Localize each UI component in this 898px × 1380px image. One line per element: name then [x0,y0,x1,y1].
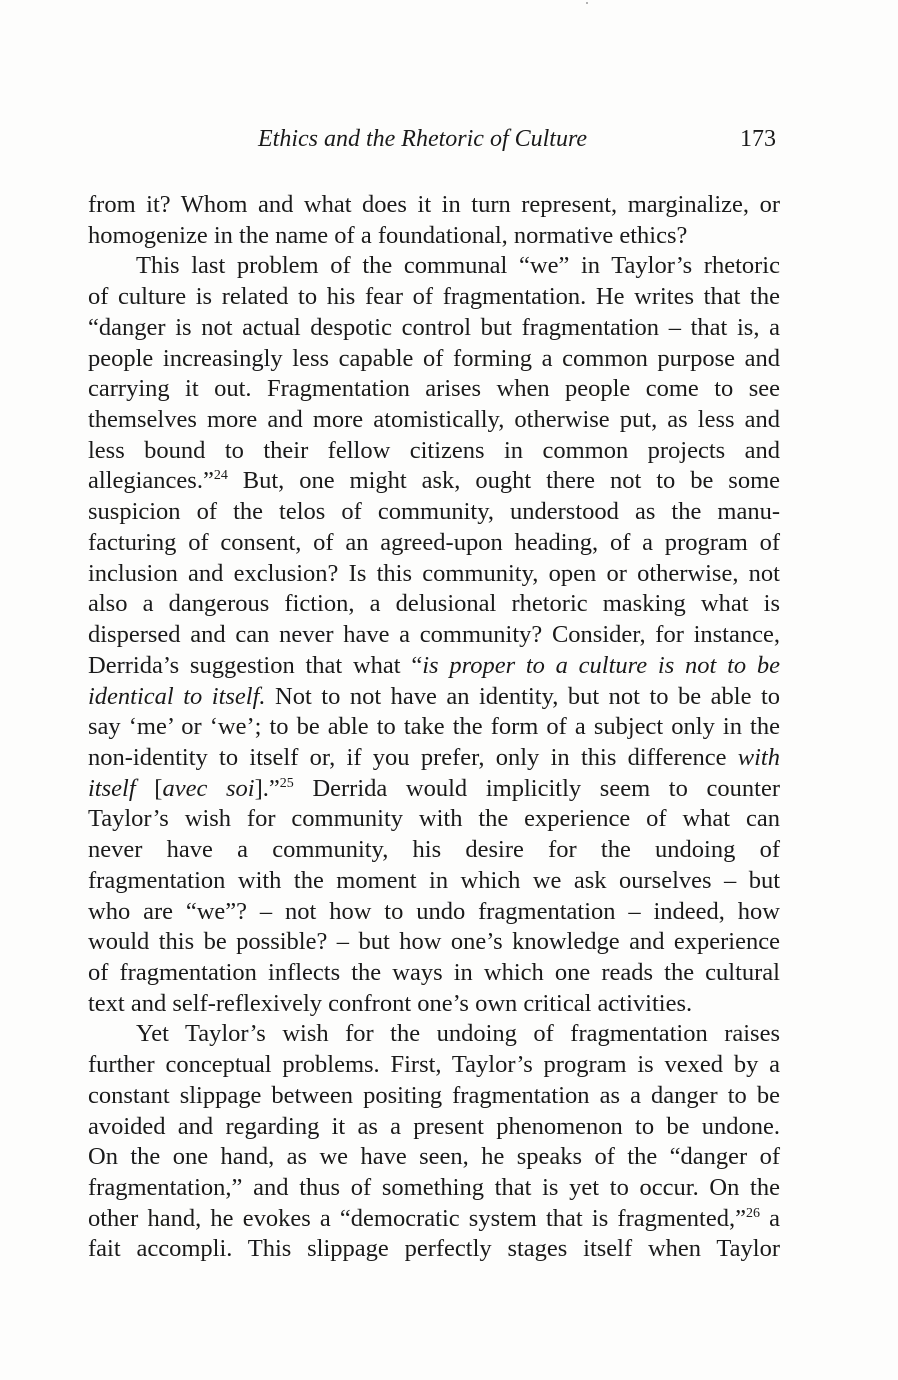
text-line [88,1173,780,1204]
text-line [88,835,780,866]
italic-run: avec soi [162,774,255,802]
text-run: homogenize in the name of a foundational, normative ethics? [88,221,688,249]
text-run: Yet Taylor’s wish for the undoing of fragmentation raises [136,1020,780,1048]
text-run: who are “we”? – not how to undo fragmentation – indeed, how [88,897,780,925]
text-line [88,313,780,344]
text-run: “danger is not actual despotic control but fragmentation – that is, a [88,313,780,341]
text-run: avoided and regarding it as a present phenomenon to be undone. [88,1112,780,1140]
text-line [88,774,780,805]
text-run: fragmentation,” and thus of something that is yet to occur. On the [88,1174,780,1201]
text-line [88,589,780,620]
text-line [88,743,780,774]
text-line [88,682,780,713]
text-run: allegiances.” [88,467,214,495]
text-line [88,927,780,958]
text-line [88,190,780,221]
text-line [88,897,780,928]
text-run: fragmentation with the moment in which we ask ourselves – but [88,866,780,894]
text-line [88,436,780,467]
text-line [88,651,780,682]
text-line [88,528,780,559]
text-line [88,466,780,497]
text-run: Taylor’s wish for community with the experience of what can [88,805,780,833]
text-run: Derrida’s suggestion that what “ [88,651,423,679]
text-line [88,958,780,989]
text-run: On the one hand, as we have seen, he speaks of the “danger of [88,1143,780,1171]
text-run: constant slippage between positing fragmentation as a danger to be [88,1081,780,1109]
paragraph-end-line [88,221,780,252]
text-line [88,866,780,897]
text-run: suspicion of the telos of community, understood as the manu- [88,498,780,526]
text-line [88,497,780,528]
text-run: further conceptual problems. First, Taylor’s program is vexed by a [88,1051,780,1079]
text-run: This last problem of the communal “we” in Taylor’s rhetoric [136,252,780,280]
body-text [88,190,780,1265]
text-run: non-identity to itself or, if you prefer, only in this difference [88,743,738,771]
text-line [88,712,780,743]
text-run: of culture is related to his fear of fragmentation. He writes that the [88,283,780,311]
italic-run: is proper to a culture is not to be [422,651,780,679]
text-run: would this be possible? – but how one’s knowledge and experience [88,928,780,956]
footnote-ref: 24 [213,468,228,484]
italic-run: identical to itself. [88,682,266,710]
text-run: of fragmentation inflects the ways in which one reads the cultural [88,958,780,986]
italic-run: with [737,743,780,771]
text-run: But, one might ask, ought there not to be some [227,467,780,495]
paragraph-first-line [88,1019,780,1050]
text-run: carrying it out. Fragmentation arises when people come to see [88,375,780,403]
text-run: inclusion and exclusion? Is this community, open or otherwise, not [88,559,780,587]
running-title: Ethics and the Rhetoric of Culture [258,126,588,152]
text-run: also a dangerous fiction, a delusional rhetoric masking what is [88,590,780,618]
text-run: dispersed and can never have a community? Consider, for instance, [88,621,780,649]
text-run: less bound to their fellow citizens in common projects and [88,436,780,464]
text-run: Derrida would implicitly seem to counter [293,774,780,802]
text-line [88,1204,780,1235]
text-line [88,374,780,405]
text-line [88,1234,780,1265]
text-line [88,1050,780,1081]
text-line [88,1081,780,1112]
text-line [88,282,780,313]
scan-speck [586,2,588,4]
text-line [88,559,780,590]
text-line [88,344,780,375]
page-number: 173 [740,126,776,152]
text-run: Not to not have an identity, but not to be able to [265,682,781,710]
page-header [88,126,780,160]
text-run: from it? Whom and what does it in turn represent, marginalize, or [88,191,780,218]
paragraph-first-line [88,251,780,282]
text-line [88,405,780,436]
text-line [88,1142,780,1173]
italic-run: itself [88,774,136,802]
text-line [88,1112,780,1143]
text-run: text and self-reflexively confront one’s own critical activities. [88,989,693,1017]
footnote-ref: 26 [745,1205,760,1221]
text-run: say ‘me’ or ‘we’; to be able to take the form of a subject only in the [88,713,780,741]
text-run: facturing of consent, of an agreed-upon heading, of a program of [88,528,780,556]
text-run: people increasingly less capable of forming a common purpose and [88,344,780,372]
paragraph-end-line [88,989,780,1020]
text-run: themselves more and more atomistically, otherwise put, as less and [88,406,780,434]
text-line [88,804,780,835]
text-run: fait accompli. This slippage perfectly stages itself when Taylor [88,1235,780,1263]
text-line [88,620,780,651]
text-run: a [759,1204,781,1232]
footnote-ref: 25 [279,775,294,791]
text-run: other hand, he evokes a “democratic system that is fragmented,” [88,1204,746,1232]
text-run: never have a community, his desire for the undoing of [88,836,780,864]
text-run: ].” [254,774,280,802]
text-run: [ [135,774,163,802]
